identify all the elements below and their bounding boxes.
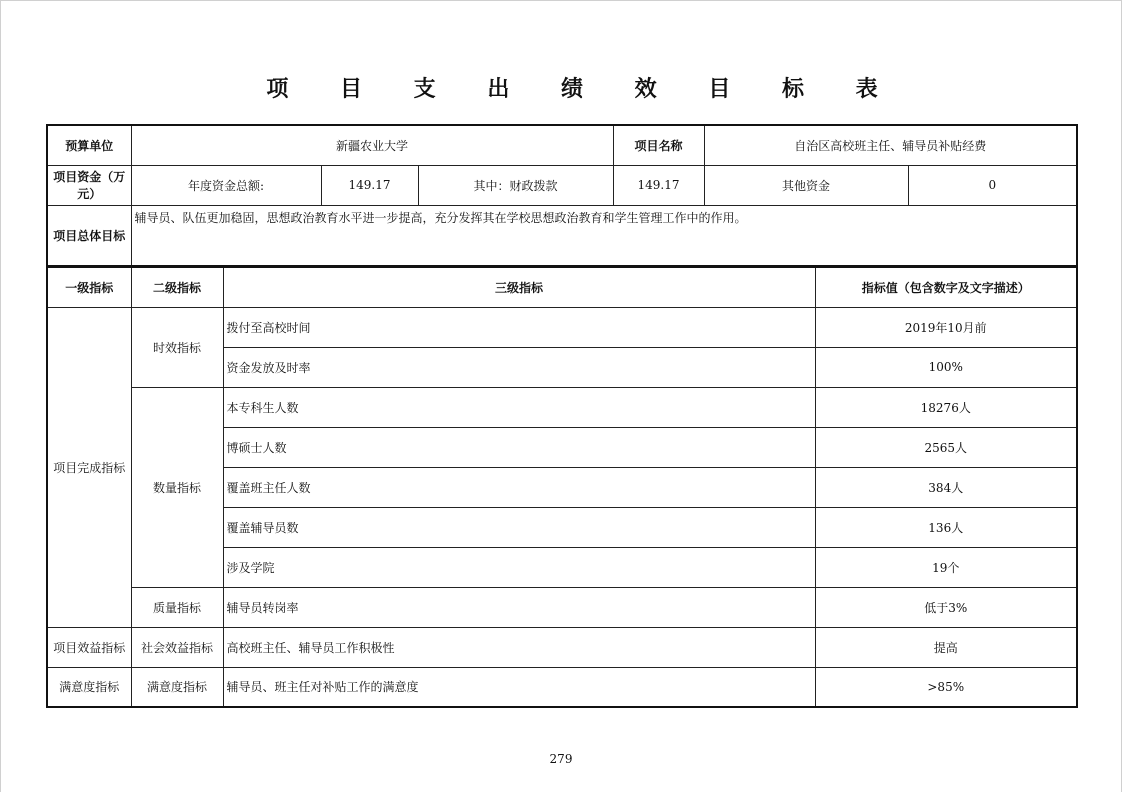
column-header-level2: 二级指标 bbox=[131, 267, 223, 307]
subgroup-satisfaction: 满意度指标 bbox=[131, 667, 223, 707]
value-cell: 19个 bbox=[815, 547, 1077, 587]
subgroup-quantity: 数量指标 bbox=[131, 387, 223, 587]
column-header-value: 指标值（包含数字及文字描述） bbox=[815, 267, 1077, 307]
value-cell: 100% bbox=[815, 347, 1077, 387]
funds-total-value: 149.17 bbox=[321, 165, 418, 205]
budget-unit-value: 新疆农业大学 bbox=[131, 125, 613, 165]
group-satisfaction: 满意度指标 bbox=[47, 667, 131, 707]
funds-fiscal-value: 149.17 bbox=[613, 165, 704, 205]
performance-table bbox=[46, 124, 1078, 267]
indicator-cell: 本专科生人数 bbox=[223, 387, 815, 427]
group-benefit: 项目效益指标 bbox=[47, 627, 131, 667]
value-cell: 提高 bbox=[815, 627, 1077, 667]
funds-total-label: 年度资金总额: bbox=[131, 165, 321, 205]
subgroup-timeliness: 时效指标 bbox=[131, 307, 223, 387]
indicator-cell: 资金发放及时率 bbox=[223, 347, 815, 387]
indicator-cell: 覆盖辅导员数 bbox=[223, 507, 815, 547]
value-cell: 2019年10月前 bbox=[815, 307, 1077, 347]
value-cell: 136人 bbox=[815, 507, 1077, 547]
indicator-cell: 辅导员转岗率 bbox=[223, 587, 815, 627]
value-cell: 384人 bbox=[815, 467, 1077, 507]
subgroup-social-benefit: 社会效益指标 bbox=[131, 627, 223, 667]
indicator-cell: 拨付至高校时间 bbox=[223, 307, 815, 347]
funds-fiscal-label: 其中：财政拨款 bbox=[418, 165, 613, 205]
funds-label: 项目资金（万元） bbox=[47, 165, 131, 205]
value-cell: 低于3% bbox=[815, 587, 1077, 627]
project-name-value: 自治区高校班主任、辅导员补贴经费 bbox=[704, 125, 1077, 165]
budget-unit-label: 预算单位 bbox=[47, 125, 131, 165]
value-cell: 2565人 bbox=[815, 427, 1077, 467]
goal-text: 辅导员、队伍更加稳固，思想政治教育水平进一步提高，充分发挥其在学校思想政治教育和学生管理工作中的作用。 bbox=[131, 205, 1077, 266]
group-completion: 项目完成指标 bbox=[47, 307, 131, 627]
value-cell: >85% bbox=[815, 667, 1077, 707]
goal-label: 项目总体目标 bbox=[47, 205, 131, 266]
value-cell: 18276人 bbox=[815, 387, 1077, 427]
indicator-cell: 博硕士人数 bbox=[223, 427, 815, 467]
indicator-table bbox=[46, 266, 1078, 708]
indicator-cell: 覆盖班主任人数 bbox=[223, 467, 815, 507]
page-number: 279 bbox=[549, 752, 573, 766]
project-name-label: 项目名称 bbox=[613, 125, 704, 165]
page-title: 项 目 支 出 绩 效 目 标 表 bbox=[266, 77, 900, 102]
indicator-cell: 涉及学院 bbox=[223, 547, 815, 587]
column-header-level1: 一级指标 bbox=[47, 267, 131, 307]
funds-other-value: 0 bbox=[908, 165, 1077, 205]
indicator-cell: 高校班主任、辅导员工作积极性 bbox=[223, 627, 815, 667]
indicator-cell: 辅导员、班主任对补贴工作的满意度 bbox=[223, 667, 815, 707]
funds-other-label: 其他资金 bbox=[704, 165, 908, 205]
column-header-level3: 三级指标 bbox=[223, 267, 815, 307]
subgroup-quality: 质量指标 bbox=[131, 587, 223, 627]
